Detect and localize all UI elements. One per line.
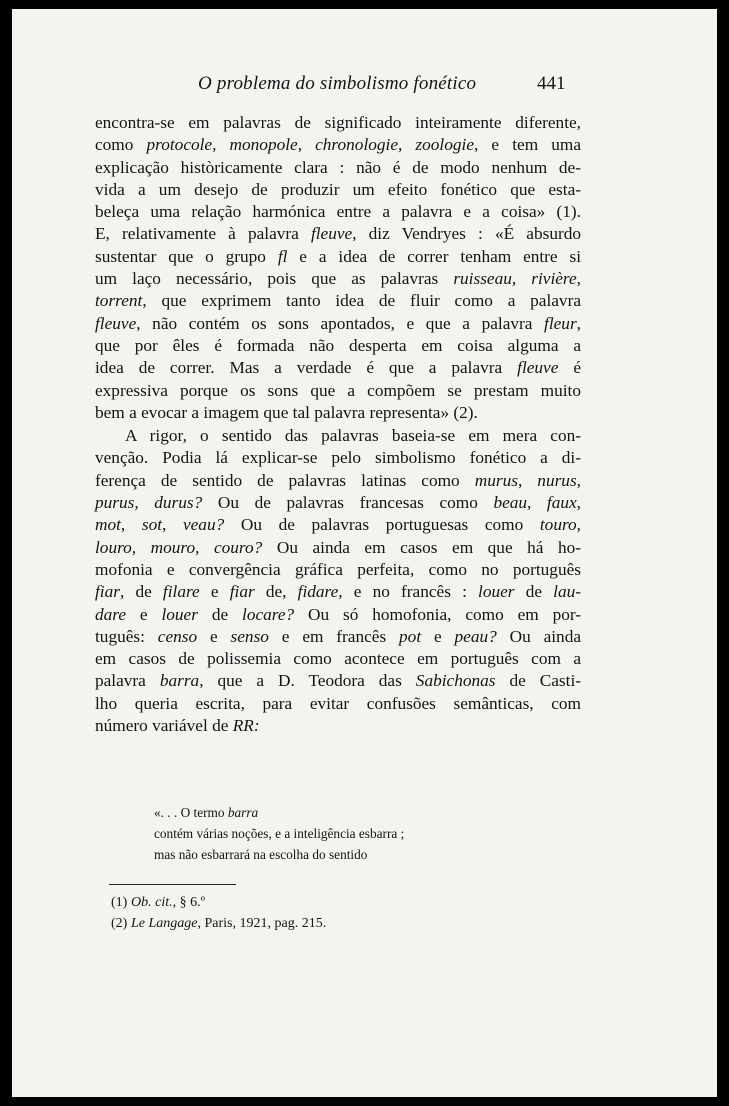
body-text: [95, 112, 581, 737]
italic-run: Le Langage: [131, 916, 198, 931]
text-line: fleuve, não contém os sons apontados, e que a palavra fleur,: [95, 313, 581, 333]
running-title: O problema do simbolismo fonético: [198, 73, 477, 94]
text-line: venção. Podia lá explicar-se pelo simbolismo fonético a di-: [95, 448, 581, 468]
footnote-number: (2): [111, 916, 128, 931]
text-line: beleça uma relação harmónica entre a palavra e a coisa» (1).: [95, 202, 581, 222]
text-line: idea de correr. Mas a verdade é que a palavra fleuve é: [95, 358, 581, 378]
quote-line: contém várias noções, e a inteligência esbarra ;: [154, 826, 405, 841]
verse-quote: [154, 802, 514, 865]
italic-run: fiar: [229, 582, 255, 602]
text-line: em casos de polissemia como acontece em português com a: [95, 649, 581, 669]
italic-run: touro,: [539, 515, 582, 535]
italic-run: fiar: [95, 582, 120, 602]
paragraph-2: [95, 425, 581, 737]
footnote-text: Ob. cit., § 6.º: [131, 895, 205, 910]
footnote-2: [111, 913, 531, 934]
book-page: [12, 9, 717, 1097]
text-line: E, relativamente à palavra fleuve, diz Vendryes : «É absurdo: [95, 224, 581, 244]
italic-run: peau?: [454, 626, 497, 646]
text-line: bem a evocar a imagem que tal palavra representa» (2).: [95, 402, 478, 422]
text-line: palavra barra, que a D. Teodora das Sabichonas de Casti-: [95, 671, 581, 691]
italic-run: ruisseau, rivière,: [453, 269, 582, 289]
footnote-1: [111, 892, 531, 913]
italic-run: lau-: [553, 582, 582, 602]
text-line: louro, mouro, couro? Ou ainda em casos em que há ho-: [95, 537, 582, 557]
footnote-text: Le Langage, Paris, 1921, pag. 215.: [131, 916, 327, 931]
italic-run: fl: [277, 246, 288, 266]
italic-run: beau, faux,: [493, 493, 581, 513]
italic-run: fleuve: [517, 358, 559, 378]
italic-run: veau?: [182, 515, 225, 535]
quote-line: «. . . O termo barra: [154, 805, 259, 820]
italic-run: barra: [159, 671, 200, 691]
italic-run: filare: [162, 582, 200, 602]
text-line: como protocole, monopole, chronologie, zoologie, e tem uma: [95, 135, 581, 155]
italic-run: louro, mouro, couro?: [95, 537, 263, 557]
italic-run: louer: [161, 604, 198, 624]
text-line: purus, durus? Ou de palavras francesas como beau, faux,: [95, 493, 581, 513]
paragraph-1: [95, 112, 581, 424]
text-line: lho queria escrita, para evitar confusões semânticas, com: [95, 693, 581, 713]
text-line: encontra-se em palavras de significado inteiramente diferente,: [95, 113, 581, 132]
text-line: número variável de RR:: [95, 716, 260, 736]
italic-run: mot: [95, 515, 121, 535]
text-line: fiar, de filare e fiar de, fidare, e no francês : louer de lau-: [95, 582, 582, 602]
italic-run: locare?: [242, 604, 295, 624]
text-line: expressiva porque os sons que a compõem se prestam muito: [95, 380, 581, 400]
italic-run: fleur: [544, 313, 577, 333]
italic-run: fleuve: [95, 313, 137, 333]
italic-run: Ob. cit.: [131, 895, 173, 910]
footnote-rule: [109, 884, 236, 885]
italic-run: pot: [399, 626, 422, 646]
italic-run: RR:: [232, 716, 260, 736]
italic-run: fleuve: [310, 224, 353, 244]
quote-line: mas não esbarrará na escolha do sentido: [154, 847, 368, 862]
text-line: explicação històricamente clara : não é de modo nenhum de-: [95, 157, 581, 177]
italic-run: fidare: [297, 582, 339, 602]
italic-run: Sabichonas: [415, 671, 496, 691]
text-line: um laço necessário, pois que as palavras ruisseau, rivière,: [95, 269, 582, 289]
text-line: que por êles é formada não desperta em coisa alguma a: [95, 335, 581, 355]
text-line: torrent, que exprimem tanto idea de fluir como a palavra: [95, 291, 581, 311]
text-line: vida a um desejo de produzir um efeito fonético que esta-: [95, 179, 581, 199]
italic-run: sot: [141, 515, 163, 535]
footnotes: [111, 892, 531, 934]
page-number: 441: [537, 73, 566, 94]
text-line: mofonia e convergência gráfica perfeita, como no português: [95, 559, 581, 579]
italic-run: protocole, monopole, chronologie, zoologie: [146, 135, 474, 155]
text-line: tuguês: censo e senso e em francês pot e peau? Ou ainda: [95, 626, 582, 646]
text-line: A rigor, o sentido das palavras baseia-se em mera con-: [125, 426, 581, 446]
text-line: ferença de sentido de palavras latinas como murus, nurus,: [95, 470, 581, 490]
italic-run: murus, nurus,: [474, 470, 581, 490]
italic-run: louer: [478, 582, 515, 602]
italic-run: barra: [227, 805, 259, 820]
italic-run: torrent: [95, 291, 143, 311]
text-line: mot, sot, veau? Ou de palavras portuguesas como touro,: [95, 515, 582, 535]
italic-run: purus, durus?: [95, 493, 203, 513]
italic-run: senso: [230, 626, 269, 646]
text-line: sustentar que o grupo fl e a idea de correr tenham entre si: [95, 246, 582, 266]
italic-run: censo: [157, 626, 198, 646]
text-line: dare e louer de locare? Ou só homofonia, como em por-: [95, 604, 582, 624]
italic-run: dare: [95, 604, 127, 624]
running-head: [12, 71, 717, 101]
footnote-number: (1): [111, 895, 128, 910]
